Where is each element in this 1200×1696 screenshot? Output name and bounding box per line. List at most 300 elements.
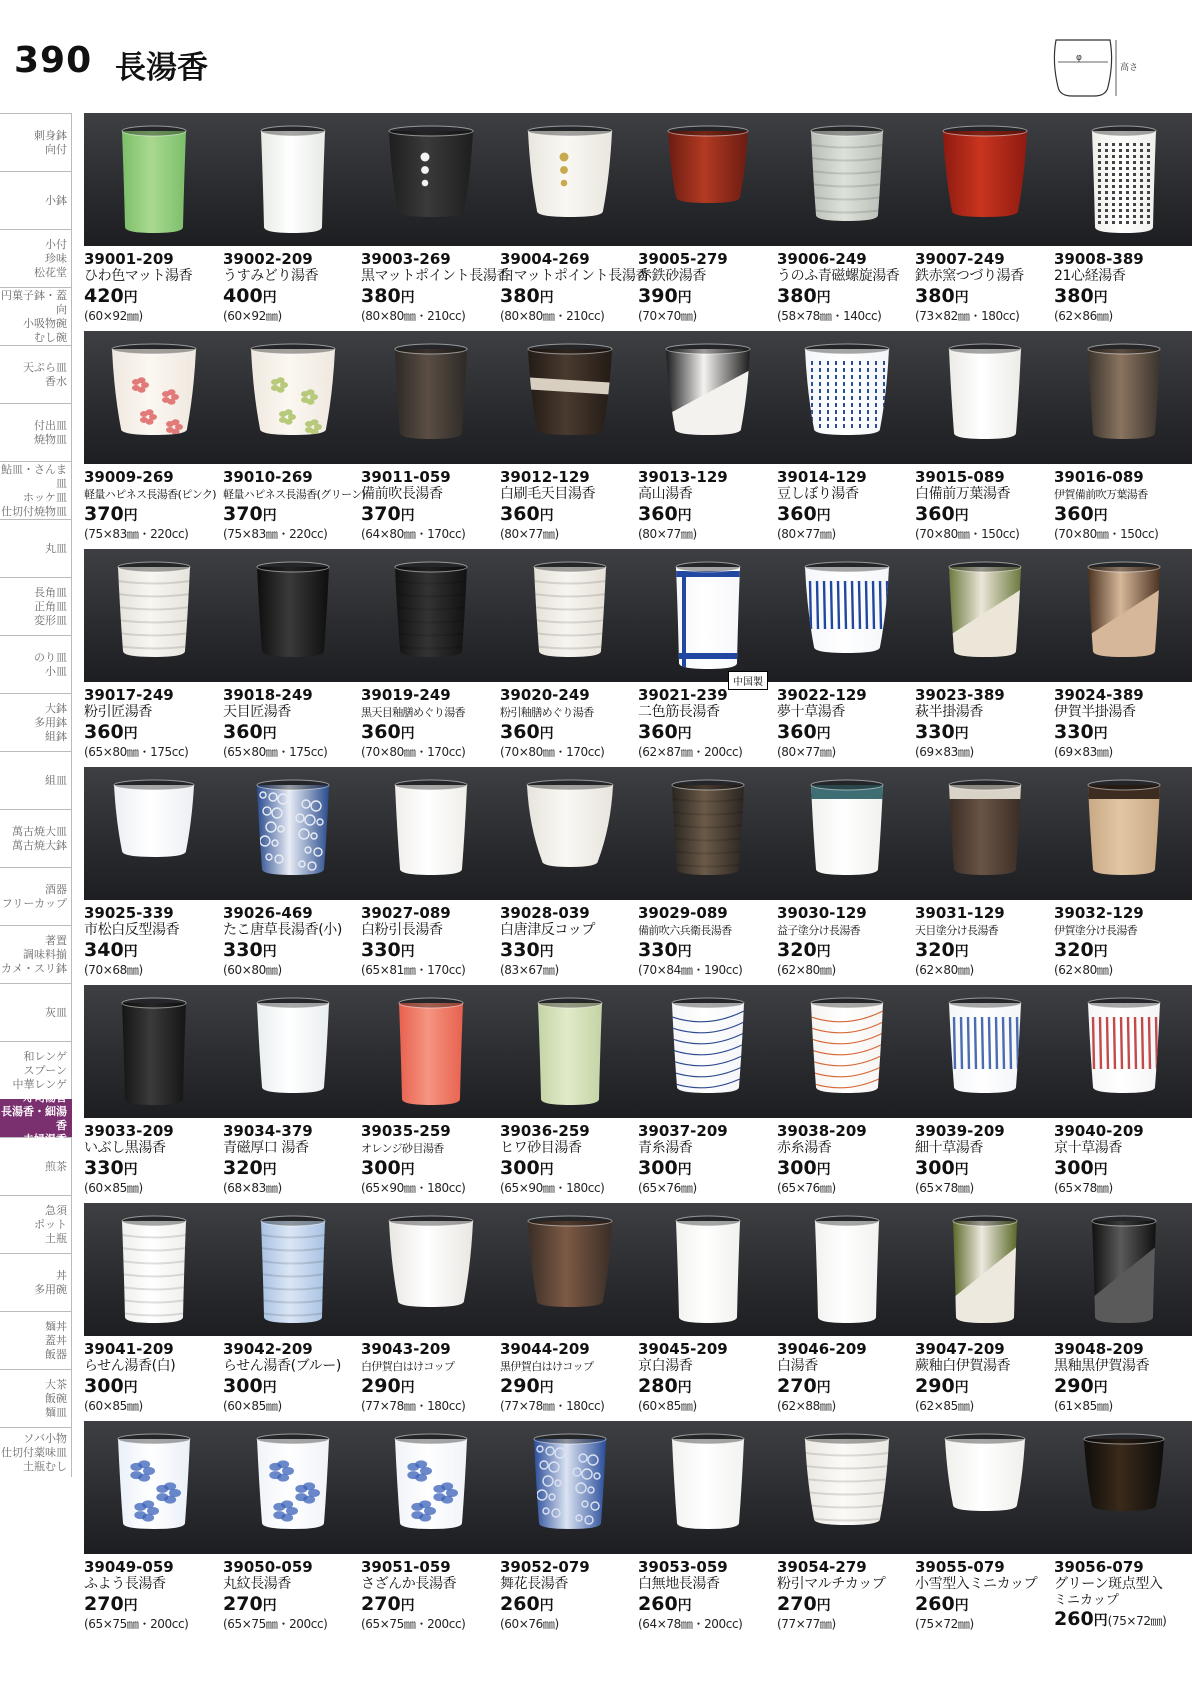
product-size: (75×72㎜) xyxy=(1107,1614,1167,1628)
cup-white-dots-icon xyxy=(523,125,617,225)
product-card[interactable] xyxy=(777,767,916,985)
product-name: 萩半掛湯香 xyxy=(915,704,983,720)
product-code: 39050-059 xyxy=(223,1558,313,1576)
product-name: 天目塗分け長湯香 xyxy=(915,924,999,937)
page-header xyxy=(0,0,1200,110)
product-info xyxy=(777,250,916,324)
price-yen: 円 xyxy=(954,508,969,524)
product-code: 39030-129 xyxy=(777,904,867,922)
price-yen: 円 xyxy=(677,508,692,524)
product-code: 39007-249 xyxy=(915,250,1005,268)
product-code: 39026-469 xyxy=(223,904,313,922)
product-size: (62×80㎜) xyxy=(1054,963,1113,977)
product-info xyxy=(915,904,1054,978)
product-size: (70×80㎜・150cc) xyxy=(1054,527,1159,541)
sidebar-item[interactable]: 急須 ポット 土瓶 xyxy=(0,1195,72,1253)
price-value: 280 xyxy=(638,1375,678,1397)
product-card[interactable] xyxy=(1054,331,1193,549)
cup-spiral-blue-icon xyxy=(256,1215,330,1331)
price-yen: 円 xyxy=(400,290,415,306)
cup-celadon-spiral-icon xyxy=(806,125,888,229)
product-name: 天目匠湯香 xyxy=(223,704,291,720)
product-name: 益子塗分け長湯香 xyxy=(777,924,861,937)
price-yen: 円 xyxy=(123,290,138,306)
price-yen: 円 xyxy=(400,944,415,960)
product-size: (70×70㎜) xyxy=(638,309,697,323)
product-info xyxy=(361,1122,500,1196)
product-name: 黒釉黒伊賀湯香 xyxy=(1054,1358,1150,1374)
product-size: (69×83㎜) xyxy=(915,745,974,759)
product-price xyxy=(223,1593,362,1617)
price-yen: 円 xyxy=(1093,944,1108,960)
price-yen: 円 xyxy=(954,944,969,960)
cup-iga-half-icon xyxy=(1083,561,1165,665)
product-code: 39012-129 xyxy=(500,468,590,486)
price-value: 380 xyxy=(361,285,401,307)
product-info xyxy=(1054,1558,1193,1632)
product-info xyxy=(1054,686,1193,760)
price-yen: 円 xyxy=(1093,1380,1108,1396)
product-card[interactable] xyxy=(223,113,362,331)
product-price xyxy=(223,1375,362,1399)
product-code: 39024-389 xyxy=(1054,686,1144,704)
cup-black-glaze-icon xyxy=(1087,1215,1161,1331)
price-yen: 円 xyxy=(954,1162,969,1178)
product-card[interactable] xyxy=(84,549,223,767)
cup-kyo-white-icon xyxy=(671,1215,745,1331)
product-card[interactable] xyxy=(1054,985,1193,1203)
price-value: 270 xyxy=(777,1375,817,1397)
product-card[interactable] xyxy=(638,549,777,767)
sidebar-item[interactable]: 小鉢 xyxy=(0,171,72,229)
product-card[interactable] xyxy=(84,767,223,985)
product-size: (69×83㎜) xyxy=(1054,745,1113,759)
product-card[interactable] xyxy=(638,1421,777,1639)
sidebar-item[interactable]: 麺丼 蓋丼 飯器 xyxy=(0,1311,72,1369)
sidebar-item[interactable]: 和レンゲ スプーン 中華レンゲ xyxy=(0,1041,72,1099)
product-card[interactable] xyxy=(361,113,511,331)
product-name: ヒワ砂目湯香 xyxy=(500,1140,582,1156)
product-info xyxy=(638,904,777,978)
product-name: 黒天目釉膳めぐり湯香 xyxy=(361,706,465,719)
product-size: (58×78㎜・140cc) xyxy=(777,309,882,323)
price-value: 290 xyxy=(915,1375,955,1397)
product-price xyxy=(361,1157,500,1181)
product-info xyxy=(84,1558,223,1632)
product-size: (64×80㎜・170cc) xyxy=(361,527,466,541)
product-info xyxy=(777,904,916,978)
product-card[interactable] xyxy=(361,1203,500,1421)
price-yen: 円 xyxy=(123,508,138,524)
product-card[interactable] xyxy=(915,985,1054,1203)
product-card[interactable] xyxy=(777,113,916,331)
product-card[interactable] xyxy=(361,767,500,985)
product-code: 39038-209 xyxy=(777,1122,867,1140)
sidebar-item[interactable]: ソバ小物 仕切付薬味皿 土瓶むし xyxy=(0,1427,72,1477)
cup-white-iga-icon xyxy=(384,1215,478,1315)
product-price xyxy=(361,1375,500,1399)
product-size: (65×75㎜・200cc) xyxy=(361,1617,466,1631)
price-yen: 円 xyxy=(954,290,969,306)
product-size: (75×72㎜) xyxy=(915,1617,974,1631)
product-name: 備前吹六兵衛長湯香 xyxy=(638,924,732,937)
sidebar-item[interactable]: 酒器 フリーカップ xyxy=(0,867,72,925)
product-code: 39048-209 xyxy=(1054,1340,1144,1358)
product-code: 39042-209 xyxy=(223,1340,313,1358)
product-code: 39014-129 xyxy=(777,468,867,486)
sidebar-item[interactable]: 小付 珍味 松花堂 xyxy=(0,229,72,287)
product-size: (60×80㎜) xyxy=(223,963,282,977)
product-info xyxy=(500,1122,639,1196)
product-card[interactable] xyxy=(500,1203,639,1421)
product-info xyxy=(1054,250,1193,324)
product-name: 夢十草湯香 xyxy=(777,704,845,720)
product-card[interactable] xyxy=(361,985,500,1203)
cup-ichimatsu-icon xyxy=(109,779,199,865)
product-card[interactable] xyxy=(638,331,777,549)
price-yen: 円 xyxy=(123,1162,138,1178)
product-card[interactable] xyxy=(915,331,1054,549)
price-yen: 円 xyxy=(539,944,554,960)
product-card[interactable] xyxy=(1054,549,1193,767)
price-yen: 円 xyxy=(123,1598,138,1614)
product-price xyxy=(777,721,916,745)
cup-fuyo-icon xyxy=(113,1433,195,1537)
sidebar-item[interactable]: のり皿 小皿 xyxy=(0,635,72,693)
product-price xyxy=(500,1593,639,1617)
sidebar-item[interactable]: 刺身鉢 向付 xyxy=(0,113,72,171)
price-value: 360 xyxy=(500,503,540,525)
product-card[interactable] xyxy=(500,1421,639,1639)
product-price xyxy=(500,503,639,527)
cup-karatsu-icon xyxy=(522,779,618,875)
product-code: 39021-239 xyxy=(638,686,728,704)
product-info xyxy=(500,250,650,324)
product-card[interactable] xyxy=(777,1203,916,1421)
cup-sutra-icon xyxy=(1087,125,1161,241)
product-card[interactable] xyxy=(223,767,362,985)
product-price xyxy=(361,503,500,527)
price-yen: 円 xyxy=(262,1598,277,1614)
cup-kyo-tokusa-icon xyxy=(1083,997,1165,1101)
product-code: 39043-209 xyxy=(361,1340,451,1358)
cup-kohiki-icon xyxy=(113,561,195,665)
sidebar-item[interactable]: 付出皿 焼物皿 xyxy=(0,403,72,461)
price-value: 260 xyxy=(1054,1608,1094,1630)
product-card[interactable] xyxy=(777,331,916,549)
product-info xyxy=(915,686,1054,760)
product-card[interactable] xyxy=(361,331,500,549)
price-value: 380 xyxy=(915,285,955,307)
price-value: 360 xyxy=(638,503,678,525)
cup-bizen-icon xyxy=(390,343,472,447)
product-price xyxy=(223,1157,362,1181)
product-size: (80×77㎜) xyxy=(500,527,559,541)
product-card[interactable] xyxy=(84,985,223,1203)
price-yen: 円 xyxy=(816,1598,831,1614)
cup-ibushi-black-icon xyxy=(117,997,191,1113)
price-value: 290 xyxy=(1054,1375,1094,1397)
sidebar-item[interactable]: 灰皿 xyxy=(0,983,72,1041)
product-code: 39011-059 xyxy=(361,468,451,486)
product-card[interactable] xyxy=(1054,113,1193,331)
product-card[interactable] xyxy=(223,1203,362,1421)
product-info xyxy=(1054,1122,1193,1196)
product-info xyxy=(915,468,1054,542)
product-code: 39019-249 xyxy=(361,686,451,704)
price-value: 290 xyxy=(500,1375,540,1397)
product-card[interactable] xyxy=(1054,1421,1193,1639)
sidebar-item[interactable]: 寿司湯香 長湯香・細湯香 夫婦湯香 xyxy=(0,1099,72,1137)
price-value: 370 xyxy=(223,503,263,525)
product-card[interactable] xyxy=(638,1203,777,1421)
product-code: 39001-209 xyxy=(84,250,174,268)
price-yen: 円 xyxy=(539,1162,554,1178)
price-value: 360 xyxy=(777,721,817,743)
product-card[interactable] xyxy=(223,985,362,1203)
product-info xyxy=(223,468,366,542)
sidebar-item[interactable]: 丸皿 xyxy=(0,519,72,577)
product-price xyxy=(777,1157,916,1181)
product-card[interactable] xyxy=(223,331,366,549)
product-info xyxy=(638,1340,777,1414)
sidebar-item[interactable]: 著置 調味料揃 カメ・スリ鉢 xyxy=(0,925,72,983)
price-value: 360 xyxy=(223,721,263,743)
product-code: 39018-249 xyxy=(223,686,313,704)
cup-hiwa-icon xyxy=(533,997,607,1113)
product-card[interactable] xyxy=(500,985,639,1203)
price-yen: 円 xyxy=(400,508,415,524)
product-name: 丸紋長湯香 xyxy=(223,1576,291,1592)
cup-karakusa-icon xyxy=(252,779,334,883)
product-price xyxy=(915,1157,1054,1181)
product-price xyxy=(915,721,1054,745)
sidebar-item[interactable]: 丼 多用碗 xyxy=(0,1253,72,1311)
product-info xyxy=(638,1122,777,1196)
price-value: 260 xyxy=(638,1593,678,1615)
product-size: (77×78㎜・180cc) xyxy=(500,1399,605,1413)
product-name: 鉄赤窯つづり湯香 xyxy=(915,268,1024,284)
product-card[interactable] xyxy=(223,1421,362,1639)
price-value: 270 xyxy=(223,1593,263,1615)
product-size: (65×81㎜・170cc) xyxy=(361,963,466,977)
product-price xyxy=(915,939,1054,963)
cup-iga-split-icon xyxy=(1083,779,1165,883)
product-card[interactable] xyxy=(500,331,639,549)
sidebar-item[interactable]: 天ぷら皿 香水 xyxy=(0,345,72,403)
product-card[interactable] xyxy=(361,549,500,767)
product-price xyxy=(915,503,1054,527)
product-info xyxy=(638,468,777,542)
product-card[interactable] xyxy=(500,767,639,985)
product-card[interactable] xyxy=(84,113,223,331)
product-card[interactable] xyxy=(84,1421,223,1639)
price-value: 270 xyxy=(361,1593,401,1615)
product-price xyxy=(915,285,1054,309)
product-card[interactable] xyxy=(777,1421,916,1639)
product-name: 黒伊賀白はけコップ xyxy=(500,1360,594,1373)
product-card[interactable] xyxy=(915,1421,1054,1639)
product-price xyxy=(777,285,916,309)
product-card[interactable] xyxy=(638,113,777,331)
product-size: (70×68㎜) xyxy=(84,963,143,977)
product-price xyxy=(638,1593,777,1617)
product-name: 粉引匠湯香 xyxy=(84,704,152,720)
price-yen: 円 xyxy=(1093,290,1108,306)
price-value: 370 xyxy=(84,503,124,525)
product-size: (60×85㎜) xyxy=(84,1399,143,1413)
product-info xyxy=(915,1558,1054,1632)
product-size: (80×80㎜・210cc) xyxy=(361,309,466,323)
product-row xyxy=(84,331,1192,549)
product-card[interactable] xyxy=(500,549,639,767)
price-yen: 円 xyxy=(954,726,969,742)
product-name: 白マットポイント長湯香 xyxy=(500,268,650,284)
price-value: 360 xyxy=(638,721,678,743)
product-info xyxy=(777,468,916,542)
category-sidebar xyxy=(0,113,72,1477)
product-card[interactable] xyxy=(361,1421,500,1639)
product-info xyxy=(223,686,362,760)
price-yen: 円 xyxy=(400,726,415,742)
product-card[interactable] xyxy=(915,1203,1054,1421)
price-value: 320 xyxy=(223,1157,263,1179)
product-name: 青磁厚口 湯香 xyxy=(223,1140,309,1156)
product-name: さざんか長湯香 xyxy=(361,1576,457,1592)
price-yen: 円 xyxy=(262,1380,277,1396)
product-row xyxy=(84,1421,1192,1639)
product-name: うのふ青磁螺旋湯香 xyxy=(777,268,900,284)
product-code: 39051-059 xyxy=(361,1558,451,1576)
price-value: 360 xyxy=(777,503,817,525)
product-price xyxy=(84,939,223,963)
cup-two-stripe-icon xyxy=(671,561,745,677)
cup-plain-white-icon xyxy=(667,1433,749,1537)
product-card[interactable] xyxy=(777,985,916,1203)
cup-warabi-icon xyxy=(948,1215,1022,1331)
sidebar-item[interactable]: 大茶 飯碗 麺皿 xyxy=(0,1369,72,1427)
product-code: 39052-079 xyxy=(500,1558,590,1576)
product-info xyxy=(361,1340,500,1414)
product-name: らせん湯香(白) xyxy=(84,1358,176,1374)
product-code: 39005-279 xyxy=(638,250,728,268)
product-card[interactable] xyxy=(223,549,362,767)
product-name: ふよう長湯香 xyxy=(84,1576,166,1592)
product-code: 39013-129 xyxy=(638,468,728,486)
sidebar-item[interactable]: 円菓子鉢・蓋向 小吸物碗 むし碗 xyxy=(0,287,72,345)
product-name: 高山湯香 xyxy=(638,486,693,502)
product-row xyxy=(84,767,1192,985)
product-price xyxy=(915,1375,1054,1399)
product-price xyxy=(638,1157,777,1181)
price-yen: 円 xyxy=(539,726,554,742)
product-card[interactable] xyxy=(638,985,777,1203)
cup-takayama-icon xyxy=(661,343,755,443)
height-label: 高さ xyxy=(1120,63,1139,73)
cup-tenmoku-icon xyxy=(252,561,334,665)
cup-tenmoku-brush-icon xyxy=(523,343,617,443)
product-card[interactable] xyxy=(915,549,1054,767)
product-card[interactable] xyxy=(1054,1203,1193,1421)
product-code: 39056-079 xyxy=(1054,1558,1144,1576)
price-yen: 円 xyxy=(954,1598,969,1614)
product-card[interactable] xyxy=(84,331,223,549)
sidebar-item[interactable]: 鮎皿・さんま皿 ホッケ皿 仕切付焼物皿 xyxy=(0,461,72,519)
product-size: (60×85㎜) xyxy=(223,1399,282,1413)
product-card[interactable] xyxy=(915,767,1054,985)
product-name: 粉引マルチカップ xyxy=(777,1576,886,1592)
cup-pale-white-icon xyxy=(256,125,330,241)
product-info xyxy=(223,250,362,324)
product-info xyxy=(638,686,777,760)
product-info xyxy=(915,1122,1054,1196)
product-price xyxy=(638,285,777,309)
cup-iga-bizen-icon xyxy=(1083,343,1165,447)
product-name: 小雪型入ミニカップ xyxy=(915,1576,1038,1592)
sidebar-item[interactable]: 大鉢 多用鉢 組鉢 xyxy=(0,693,72,751)
cup-red-thread-icon xyxy=(806,997,888,1101)
cup-blue-dots-icon xyxy=(800,343,894,443)
cup-black-dots-icon xyxy=(384,125,478,225)
product-price xyxy=(84,503,223,527)
product-size: (70×80㎜・170cc) xyxy=(361,745,466,759)
product-price xyxy=(500,285,639,309)
product-grid xyxy=(84,113,1192,1639)
price-value: 300 xyxy=(777,1157,817,1179)
sidebar-item[interactable]: 煎茶 xyxy=(0,1137,72,1195)
product-name: 白唐津反コップ xyxy=(500,922,595,938)
product-size: (75×83㎜・220cc) xyxy=(84,527,189,541)
product-size: (65×76㎜) xyxy=(638,1181,697,1195)
product-size: (65×76㎜) xyxy=(777,1181,836,1195)
product-code: 39015-089 xyxy=(915,468,1005,486)
product-code: 39004-269 xyxy=(500,250,590,268)
price-value: 360 xyxy=(84,721,124,743)
product-card[interactable] xyxy=(500,113,650,331)
product-name: 青糸湯香 xyxy=(638,1140,693,1156)
product-card[interactable] xyxy=(777,549,916,767)
price-value: 360 xyxy=(361,721,401,743)
sidebar-item[interactable]: 長角皿 正角皿 変形皿 xyxy=(0,577,72,635)
price-yen: 円 xyxy=(123,726,138,742)
sidebar-item[interactable]: 萬古焼大皿 萬古焼大鉢 xyxy=(0,809,72,867)
product-code: 39035-259 xyxy=(361,1122,451,1140)
product-name: 伊賀備前吹万葉湯香 xyxy=(1054,488,1148,501)
price-yen: 円 xyxy=(677,1598,692,1614)
product-code: 39046-209 xyxy=(777,1340,867,1358)
product-info xyxy=(361,250,511,324)
product-card[interactable] xyxy=(638,767,777,985)
price-value: 370 xyxy=(361,503,401,525)
price-yen: 円 xyxy=(123,944,138,960)
product-card[interactable] xyxy=(915,113,1054,331)
product-card[interactable] xyxy=(1054,767,1193,985)
cup-multi-icon xyxy=(800,1433,894,1533)
product-code: 39037-209 xyxy=(638,1122,728,1140)
product-code: 39047-209 xyxy=(915,1340,1005,1358)
product-size: (75×83㎜・220cc) xyxy=(223,527,328,541)
price-value: 260 xyxy=(915,1593,955,1615)
product-card[interactable] xyxy=(84,1203,223,1421)
sidebar-item[interactable]: 組皿 xyxy=(0,751,72,809)
product-code: 39025-339 xyxy=(84,904,174,922)
product-info xyxy=(777,1122,916,1196)
product-name: 舞花長湯香 xyxy=(500,1576,568,1592)
price-value: 300 xyxy=(915,1157,955,1179)
price-yen: 円 xyxy=(539,1598,554,1614)
product-info xyxy=(84,1340,223,1414)
cup-mashiko-icon xyxy=(806,779,888,883)
